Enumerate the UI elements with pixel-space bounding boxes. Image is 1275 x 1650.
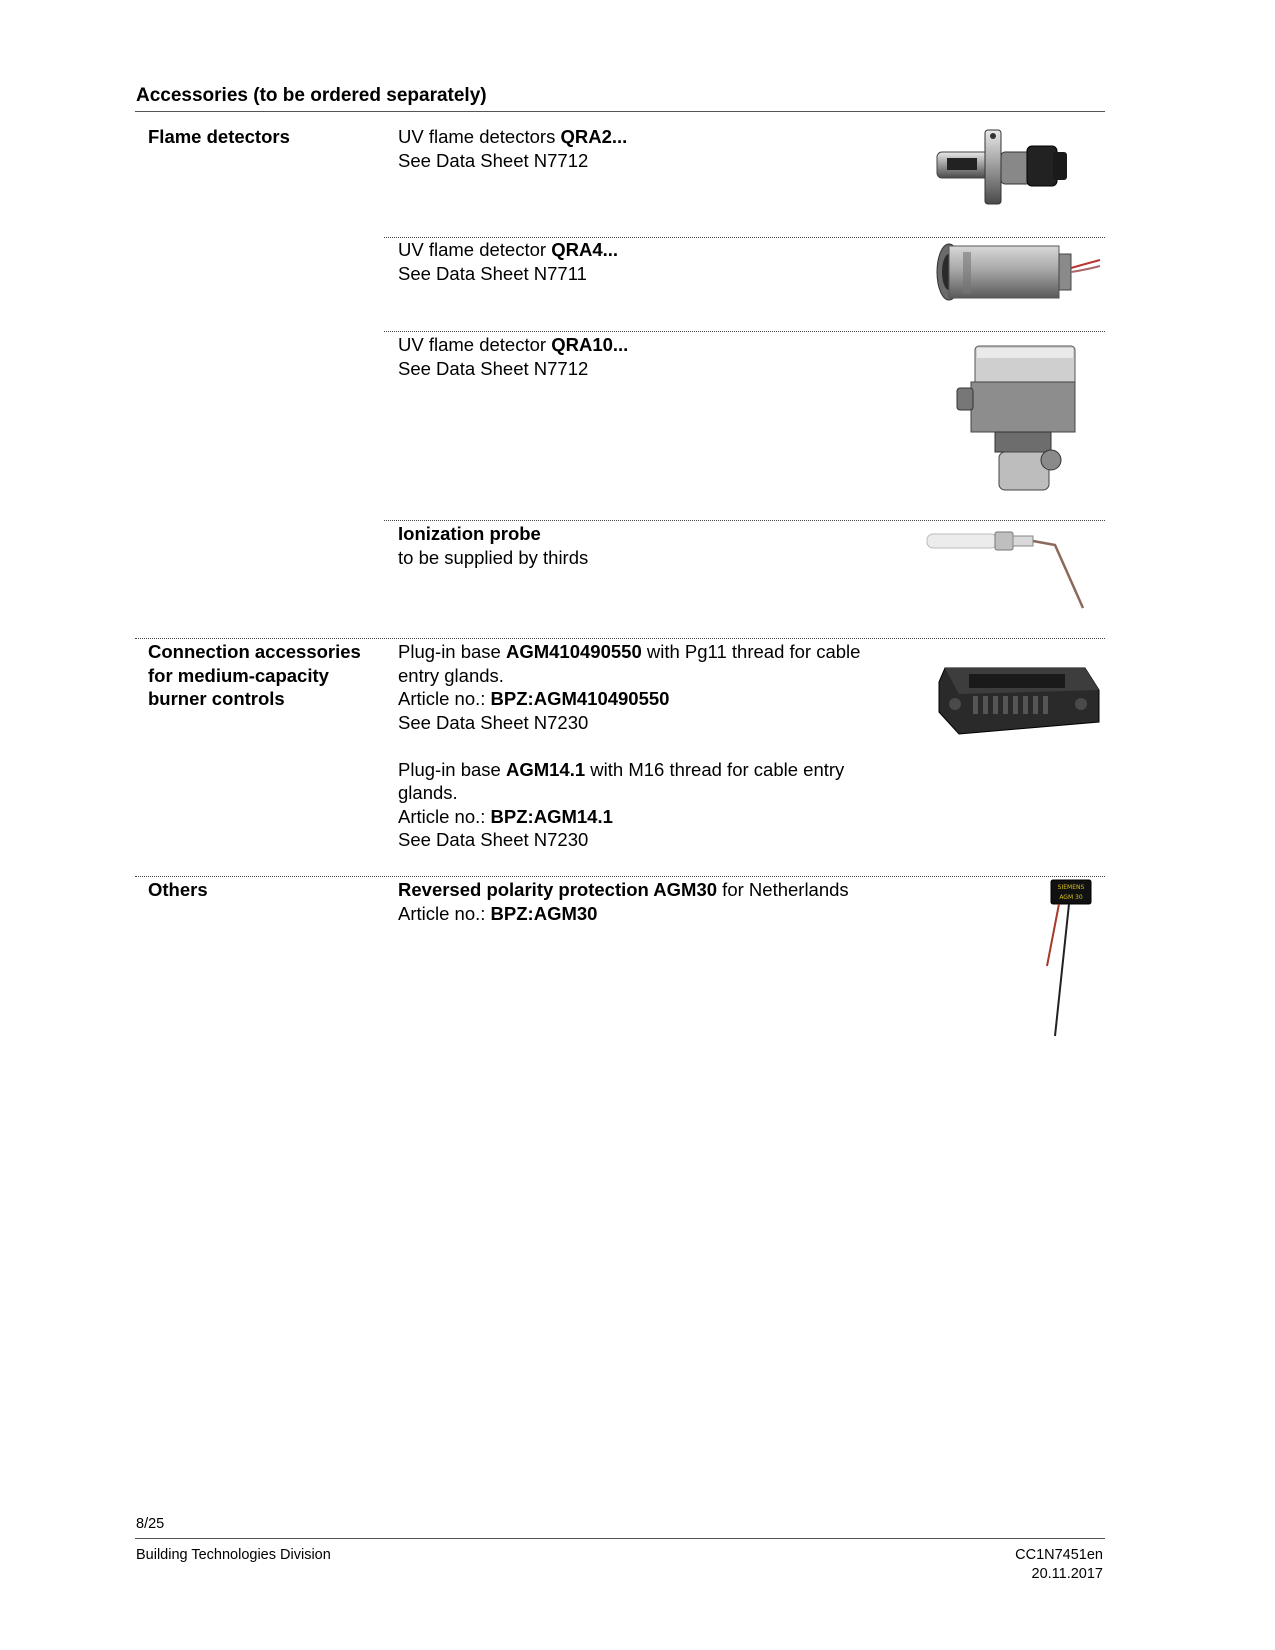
- divider: [135, 638, 1105, 639]
- agm410-model: AGM410490550: [505, 641, 642, 662]
- qra4-model: QRA4...: [551, 239, 619, 260]
- title-rule: [135, 111, 1105, 112]
- qra4-prefix: UV flame detector: [398, 239, 552, 260]
- agm14-article: BPZ:AGM14.1: [490, 805, 613, 827]
- ionization-probe-image: [925, 524, 1095, 614]
- qra10-datasheet: See Data Sheet N7712: [398, 357, 589, 379]
- plug-in-base-description: [398, 640, 878, 852]
- page-number: 8/25: [136, 1516, 165, 1532]
- divider: [384, 331, 1105, 332]
- qra2-detector-image: [935, 126, 1105, 210]
- category-flame-detectors: Flame detectors: [148, 126, 290, 147]
- qra4-description: [398, 238, 878, 285]
- agm410-article-label: Article no.:: [398, 688, 491, 709]
- qra2-datasheet: See Data Sheet N7712: [398, 149, 589, 171]
- agm410-line2: entry glands.: [398, 664, 504, 686]
- divider: [384, 520, 1105, 521]
- agm30-article-label: Article no.:: [398, 902, 491, 924]
- category-line: Connection accessories: [148, 641, 361, 662]
- qra10-description: [398, 333, 878, 380]
- qra4-detector-image: [935, 242, 1105, 306]
- footer-division: Building Technologies Division: [136, 1547, 331, 1563]
- agm14-model: AGM14.1: [505, 758, 586, 780]
- agm410-suffix: with Pg11 thread for cable: [641, 641, 861, 662]
- qra2-prefix: UV flame detectors: [398, 126, 561, 147]
- category-connection-accessories: [148, 640, 361, 711]
- qra10-prefix: UV flame detector: [398, 334, 552, 355]
- footer-rule: [135, 1538, 1105, 1539]
- ionization-description: [398, 522, 878, 569]
- agm30-device-image: [1025, 876, 1095, 1042]
- qra2-description: [398, 125, 878, 172]
- category-line: burner controls: [148, 688, 285, 709]
- agm410-datasheet: See Data Sheet N7230: [398, 711, 589, 733]
- category-others: Others: [148, 879, 208, 900]
- footer-date: 20.11.2017: [1031, 1566, 1103, 1582]
- qra4-datasheet: See Data Sheet N7711: [398, 262, 587, 284]
- section-title: Accessories (to be ordered separately): [136, 85, 487, 106]
- agm14-suffix: with M16 thread for cable entry: [585, 758, 845, 780]
- ionization-title: Ionization probe: [398, 523, 541, 544]
- divider: [135, 876, 1105, 877]
- footer-doc-id: CC1N7451en: [1015, 1547, 1103, 1563]
- agm30-title: Reversed polarity protection AGM30: [398, 879, 718, 900]
- plug-in-base-image: [935, 660, 1105, 740]
- agm14-line2: glands.: [398, 782, 458, 803]
- agm30-device-text: SIEMENS: [1057, 884, 1085, 891]
- qra2-model: QRA2...: [560, 126, 628, 147]
- agm30-device-text: AGM 30: [1059, 894, 1083, 901]
- agm30-article: BPZ:AGM30: [490, 902, 598, 924]
- agm410-article: BPZ:AGM410490550: [490, 688, 670, 709]
- category-line: for medium-capacity: [148, 664, 329, 686]
- qra10-detector-image: [955, 342, 1095, 494]
- agm30-description: [398, 878, 878, 925]
- agm30-suffix: for Netherlands: [717, 879, 849, 900]
- agm14-article-label: Article no.:: [398, 805, 491, 827]
- agm410-prefix: Plug-in base: [398, 641, 506, 662]
- qra10-model: QRA10...: [551, 334, 629, 355]
- ionization-note: to be supplied by thirds: [398, 546, 589, 568]
- agm14-prefix: Plug-in base: [398, 758, 506, 780]
- agm14-datasheet: See Data Sheet N7230: [398, 829, 589, 850]
